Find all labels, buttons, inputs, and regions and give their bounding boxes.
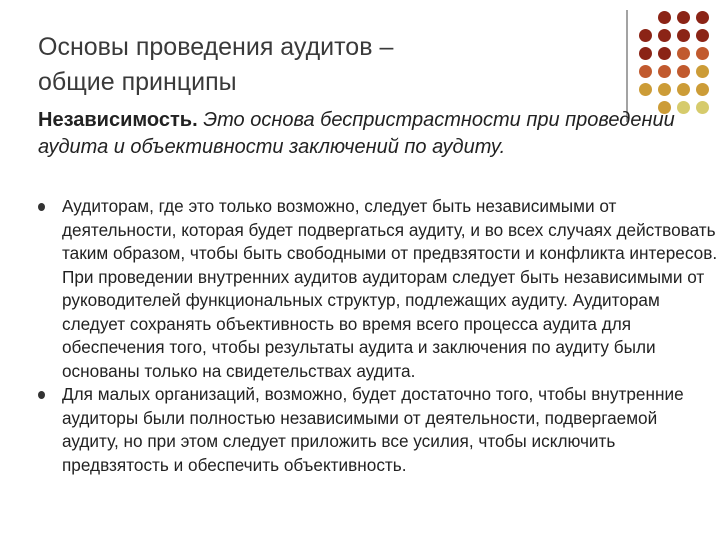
decorative-dot-grid — [639, 11, 709, 114]
slide-title-line-1: Основы проведения аудитов – — [38, 33, 394, 61]
intro-term: Независимость. — [38, 109, 198, 131]
bullet-text: Для малых организаций, возможно, будет достаточно того, чтобы внутренние аудиторы были полностью независимыми от деятельности, подвергаемой аудиту, но при этом следует приложить все усилия, чтобы исключить предвзятость и обеспечить объективность. — [62, 384, 684, 475]
decorative-vertical-line — [626, 10, 628, 122]
decorative-dot — [677, 65, 690, 78]
decorative-dot — [658, 29, 671, 42]
decorative-dot — [696, 101, 709, 114]
decorative-dot — [696, 83, 709, 96]
decorative-dot — [639, 47, 652, 60]
decorative-dot — [658, 11, 671, 24]
bullet-list — [38, 195, 718, 477]
decorative-dot — [639, 83, 652, 96]
slide-title — [38, 30, 598, 100]
decorative-dot — [639, 11, 652, 24]
bullet-text: Аудиторам, где это только возможно, следует быть независимыми от деятельности, которая будет подвергаться аудиту, и во всех случаях действовать таким образом, чтобы быть свободными от предвзятости и конфликта интересов. При проведении внутренних аудитов аудиторам следует быть независимыми от руководителей функциональных структур, подлежащих аудиту. Аудиторам следует сохранять объективность во время всего процесса аудита для обеспечения того, чтобы результаты аудита и заключения по аудиту были основаны только на свидетельствах аудита. — [62, 196, 718, 381]
decorative-dot — [677, 29, 690, 42]
decorative-dot — [639, 29, 652, 42]
decorative-dot — [696, 47, 709, 60]
bullet-dot-icon — [38, 203, 45, 211]
intro-text: Это основа беспристрастности при проведении аудита и объективности заключений по аудиту. — [38, 109, 675, 158]
decorative-dot — [696, 65, 709, 78]
decorative-dot — [677, 83, 690, 96]
decorative-dot — [639, 65, 652, 78]
slide-title-line-2: общие принципы — [38, 68, 237, 96]
decorative-dot — [658, 83, 671, 96]
decorative-dot — [658, 47, 671, 60]
decorative-dot — [677, 11, 690, 24]
bullet-item — [38, 383, 718, 477]
intro-paragraph — [38, 107, 678, 161]
bullet-item — [38, 195, 718, 383]
decorative-dot — [677, 101, 690, 114]
bullet-dot-icon — [38, 391, 45, 399]
decorative-dot — [677, 47, 690, 60]
decorative-dot — [696, 11, 709, 24]
decorative-dot — [658, 65, 671, 78]
decorative-dot — [696, 29, 709, 42]
